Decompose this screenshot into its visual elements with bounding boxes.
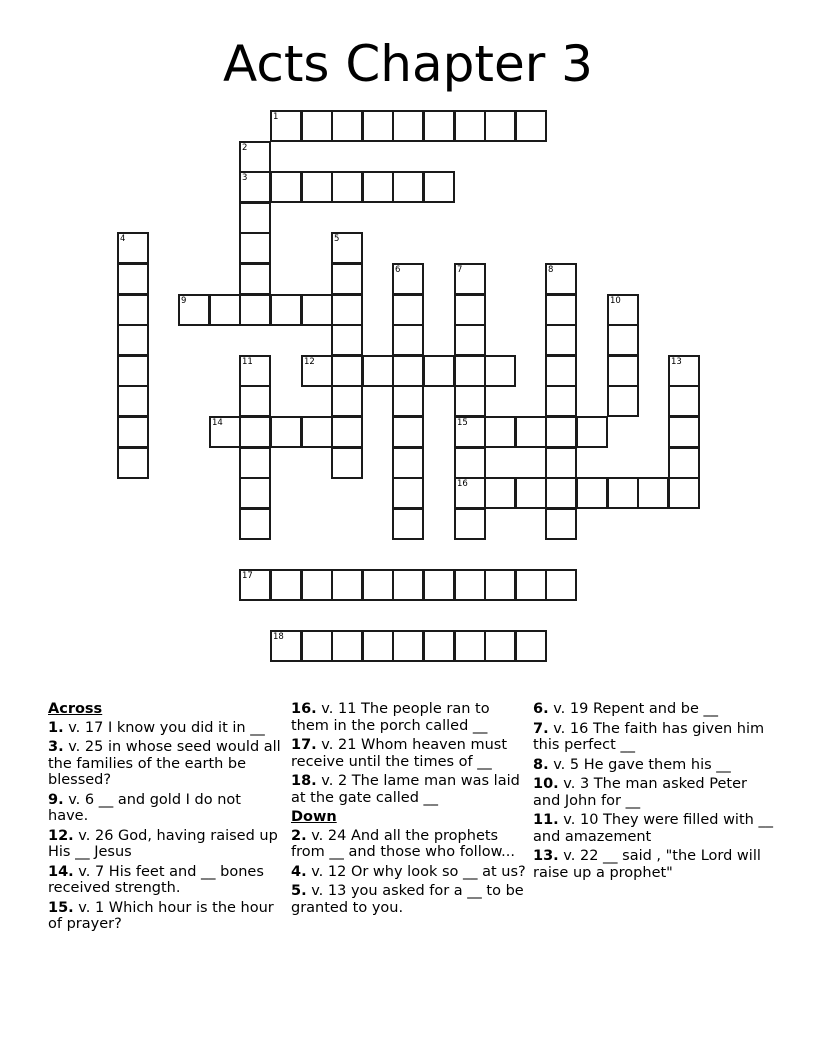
clue-text: v. 6 __ and gold I do not have.	[48, 791, 241, 824]
clue-across-14	[48, 864, 284, 897]
grid-cell[interactable]	[545, 477, 577, 509]
grid-cell[interactable]	[239, 202, 271, 234]
cell-number: 16	[457, 479, 468, 489]
grid-cell[interactable]	[515, 416, 547, 448]
grid-cell[interactable]	[301, 569, 333, 601]
grid-cell[interactable]	[331, 630, 363, 662]
grid-cell[interactable]	[239, 385, 271, 417]
grid-cell[interactable]	[239, 141, 271, 173]
cell-number: 8	[548, 265, 554, 275]
grid-cell[interactable]	[331, 324, 363, 356]
cell-number: 11	[242, 357, 253, 367]
grid-cell[interactable]	[362, 171, 394, 203]
clue-text: v. 11 The people ran to them in the porch called __	[291, 701, 490, 734]
grid-cell[interactable]	[454, 263, 486, 295]
clue-number: 8.	[533, 756, 549, 773]
grid-cell[interactable]	[392, 110, 424, 142]
grid-cell[interactable]	[301, 630, 333, 662]
grid-cell[interactable]	[576, 416, 608, 448]
grid-cell[interactable]	[270, 630, 302, 662]
grid-cell[interactable]	[484, 477, 516, 509]
clue-number: 11.	[533, 812, 559, 828]
clue-across-17	[291, 737, 527, 770]
clue-down-7	[533, 721, 773, 754]
clue-down-13	[533, 848, 773, 881]
grid-cell[interactable]	[331, 171, 363, 203]
grid-cell[interactable]	[545, 416, 577, 448]
clue-text: v. 13 you asked for a __ to be granted to you.	[291, 883, 524, 916]
clue-across-15	[48, 900, 284, 933]
grid-cell[interactable]	[423, 355, 455, 387]
clue-text: v. 16 The faith has given him this perfect __	[533, 720, 765, 753]
grid-cell[interactable]	[484, 569, 516, 601]
grid-cell[interactable]	[331, 110, 363, 142]
grid-cell[interactable]	[484, 416, 516, 448]
grid-cell[interactable]	[454, 294, 486, 326]
cell-number: 12	[304, 357, 315, 367]
grid-cell[interactable]	[668, 385, 700, 417]
cell-number: 2	[242, 143, 248, 153]
clue-number: 6.	[533, 701, 549, 717]
grid-cell[interactable]	[331, 447, 363, 479]
grid-cell[interactable]	[576, 477, 608, 509]
page-title: Acts Chapter 3	[223, 35, 593, 93]
clue-number: 7.	[533, 720, 549, 737]
grid-cell[interactable]	[607, 477, 639, 509]
grid-cell[interactable]	[454, 416, 486, 448]
cell-number: 4	[120, 234, 126, 244]
clue-text: v. 12 Or why look so __ at us?	[306, 863, 526, 880]
cell-number: 6	[395, 265, 401, 275]
grid-cell[interactable]	[239, 447, 271, 479]
grid-cell[interactable]	[239, 508, 271, 540]
grid-cell[interactable]	[607, 355, 639, 387]
grid-cell[interactable]	[392, 263, 424, 295]
grid-cell[interactable]	[239, 416, 271, 448]
across-heading: Across	[48, 701, 103, 717]
grid-cell[interactable]	[270, 294, 302, 326]
clue-column-1	[48, 701, 284, 936]
grid-cell[interactable]	[392, 385, 424, 417]
grid-cell[interactable]	[117, 447, 149, 479]
grid-cell[interactable]	[209, 416, 241, 448]
grid-cell[interactable]	[423, 630, 455, 662]
clue-down-6	[533, 701, 773, 718]
grid-cell[interactable]	[454, 355, 486, 387]
grid-cell[interactable]	[545, 324, 577, 356]
grid-cell[interactable]	[668, 477, 700, 509]
grid-cell[interactable]	[239, 569, 271, 601]
grid-cell[interactable]	[301, 355, 333, 387]
grid-cell[interactable]	[545, 508, 577, 540]
cell-number: 9	[181, 296, 187, 306]
grid-cell[interactable]	[545, 569, 577, 601]
grid-cell[interactable]	[515, 110, 547, 142]
clue-across-12	[48, 828, 284, 861]
grid-cell[interactable]	[454, 477, 486, 509]
cell-number: 17	[242, 571, 253, 581]
grid-cell[interactable]	[392, 569, 424, 601]
grid-cell[interactable]	[392, 294, 424, 326]
clue-across-16	[291, 701, 527, 734]
grid-cell[interactable]	[545, 263, 577, 295]
cell-number: 13	[671, 357, 682, 367]
grid-cell[interactable]	[239, 171, 271, 203]
grid-cell[interactable]	[484, 110, 516, 142]
grid-cell[interactable]	[392, 477, 424, 509]
grid-cell[interactable]	[362, 630, 394, 662]
grid-cell[interactable]	[607, 385, 639, 417]
grid-cell[interactable]	[239, 232, 271, 264]
clue-down-11	[533, 812, 773, 845]
grid-cell[interactable]	[270, 416, 302, 448]
grid-cell[interactable]	[392, 171, 424, 203]
grid-cell[interactable]	[331, 294, 363, 326]
grid-cell[interactable]	[484, 355, 516, 387]
grid-cell[interactable]	[362, 569, 394, 601]
clue-across-9	[48, 792, 284, 825]
grid-cell[interactable]	[270, 569, 302, 601]
grid-cell[interactable]	[392, 324, 424, 356]
cell-number: 3	[242, 173, 248, 183]
grid-cell[interactable]	[423, 569, 455, 601]
grid-cell[interactable]	[392, 416, 424, 448]
grid-cell[interactable]	[545, 385, 577, 417]
clue-text: v. 5 He gave them his __	[548, 756, 731, 773]
grid-cell[interactable]	[270, 171, 302, 203]
grid-cell[interactable]	[607, 324, 639, 356]
clue-number: 3.	[48, 739, 64, 755]
grid-cell[interactable]	[454, 385, 486, 417]
grid-cell[interactable]	[331, 232, 363, 264]
grid-cell[interactable]	[178, 294, 210, 326]
cell-number: 18	[273, 632, 284, 642]
clue-number: 15.	[48, 899, 74, 916]
cell-number: 7	[457, 265, 463, 275]
grid-cell[interactable]	[607, 294, 639, 326]
clue-text: v. 3 The man asked Peter and John for __	[533, 776, 747, 809]
grid-cell[interactable]	[454, 630, 486, 662]
clue-down-4	[291, 864, 527, 881]
grid-cell[interactable]	[331, 569, 363, 601]
clue-text: v. 17 I know you did it in __	[63, 719, 265, 736]
grid-cell[interactable]	[423, 110, 455, 142]
clue-down-10	[533, 776, 773, 809]
cell-number: 15	[457, 418, 468, 428]
grid-cell[interactable]	[668, 416, 700, 448]
grid-cell[interactable]	[239, 355, 271, 387]
grid-cell[interactable]	[392, 447, 424, 479]
cell-number: 5	[334, 234, 340, 244]
grid-cell[interactable]	[484, 630, 516, 662]
grid-cell[interactable]	[545, 447, 577, 479]
grid-cell[interactable]	[545, 294, 577, 326]
grid-cell[interactable]	[454, 110, 486, 142]
grid-cell[interactable]	[301, 171, 333, 203]
clue-text: v. 10 They were filled with __ and amazement	[533, 812, 773, 845]
down-heading: Down	[291, 809, 337, 825]
clue-number: 2.	[291, 827, 307, 844]
grid-cell[interactable]	[454, 508, 486, 540]
clue-down-5	[291, 883, 527, 916]
clue-text: v. 26 God, having raised up His __ Jesus	[48, 827, 278, 860]
grid-cell[interactable]	[637, 477, 669, 509]
clue-text: v. 22 __ said , "the Lord will raise up a prophet"	[533, 848, 761, 881]
clue-number: 14.	[48, 863, 74, 880]
grid-cell[interactable]	[454, 447, 486, 479]
grid-cell[interactable]	[392, 355, 424, 387]
clue-number: 4.	[291, 863, 307, 880]
grid-cell[interactable]	[362, 355, 394, 387]
grid-cell[interactable]	[331, 355, 363, 387]
grid-cell[interactable]	[392, 508, 424, 540]
grid-cell[interactable]	[239, 477, 271, 509]
clue-number: 9.	[48, 791, 64, 808]
grid-cell[interactable]	[301, 294, 333, 326]
grid-cell[interactable]	[117, 416, 149, 448]
clue-down-2	[291, 828, 527, 861]
clue-across-1	[48, 720, 284, 737]
grid-cell[interactable]	[423, 171, 455, 203]
grid-cell[interactable]	[117, 324, 149, 356]
grid-cell[interactable]	[301, 110, 333, 142]
grid-cell[interactable]	[117, 294, 149, 326]
clue-text: v. 7 His feet and __ bones received strength.	[48, 863, 264, 896]
clue-number: 10.	[533, 776, 559, 792]
clue-number: 1.	[48, 719, 64, 736]
grid-cell[interactable]	[515, 569, 547, 601]
clue-text: v. 1 Which hour is the hour of prayer?	[48, 899, 274, 932]
clue-number: 13.	[533, 848, 559, 864]
grid-cell[interactable]	[545, 355, 577, 387]
clue-text: v. 2 The lame man was laid at the gate called __	[291, 773, 520, 806]
grid-cell[interactable]	[454, 324, 486, 356]
grid-cell[interactable]	[362, 110, 394, 142]
clue-column-3	[533, 701, 773, 884]
clue-column-2	[291, 701, 527, 919]
clue-down-8	[533, 757, 773, 774]
grid-cell[interactable]	[117, 385, 149, 417]
clue-number: 16.	[291, 701, 317, 717]
grid-cell[interactable]	[454, 569, 486, 601]
cell-number: 1	[273, 112, 279, 122]
clue-across-3	[48, 739, 284, 789]
clue-number: 17.	[291, 737, 317, 753]
grid-cell[interactable]	[515, 630, 547, 662]
clue-number: 12.	[48, 827, 74, 844]
grid-cell[interactable]	[331, 385, 363, 417]
grid-cell[interactable]	[331, 416, 363, 448]
grid-cell[interactable]	[117, 355, 149, 387]
grid-cell[interactable]	[668, 355, 700, 387]
clue-across-18	[291, 773, 527, 806]
cell-number: 10	[610, 296, 621, 306]
grid-cell[interactable]	[668, 447, 700, 479]
grid-cell[interactable]	[331, 263, 363, 295]
clue-number: 18.	[291, 773, 317, 789]
grid-cell[interactable]	[117, 263, 149, 295]
grid-cell[interactable]	[239, 294, 271, 326]
clue-text: v. 25 in whose seed would all the families of the earth be blessed?	[48, 739, 281, 788]
grid-cell[interactable]	[515, 477, 547, 509]
clue-text: v. 19 Repent and be __	[548, 701, 719, 717]
grid-cell[interactable]	[209, 294, 241, 326]
clue-text: v. 21 Whom heaven must receive until the times of __	[291, 737, 508, 770]
grid-cell[interactable]	[117, 232, 149, 264]
grid-cell[interactable]	[301, 416, 333, 448]
grid-cell[interactable]	[270, 110, 302, 142]
clue-text: v. 24 And all the prophets from __ and those who follow...	[291, 827, 515, 860]
grid-cell[interactable]	[239, 263, 271, 295]
cell-number: 14	[212, 418, 223, 428]
clue-number: 5.	[291, 883, 307, 899]
grid-cell[interactable]	[392, 630, 424, 662]
